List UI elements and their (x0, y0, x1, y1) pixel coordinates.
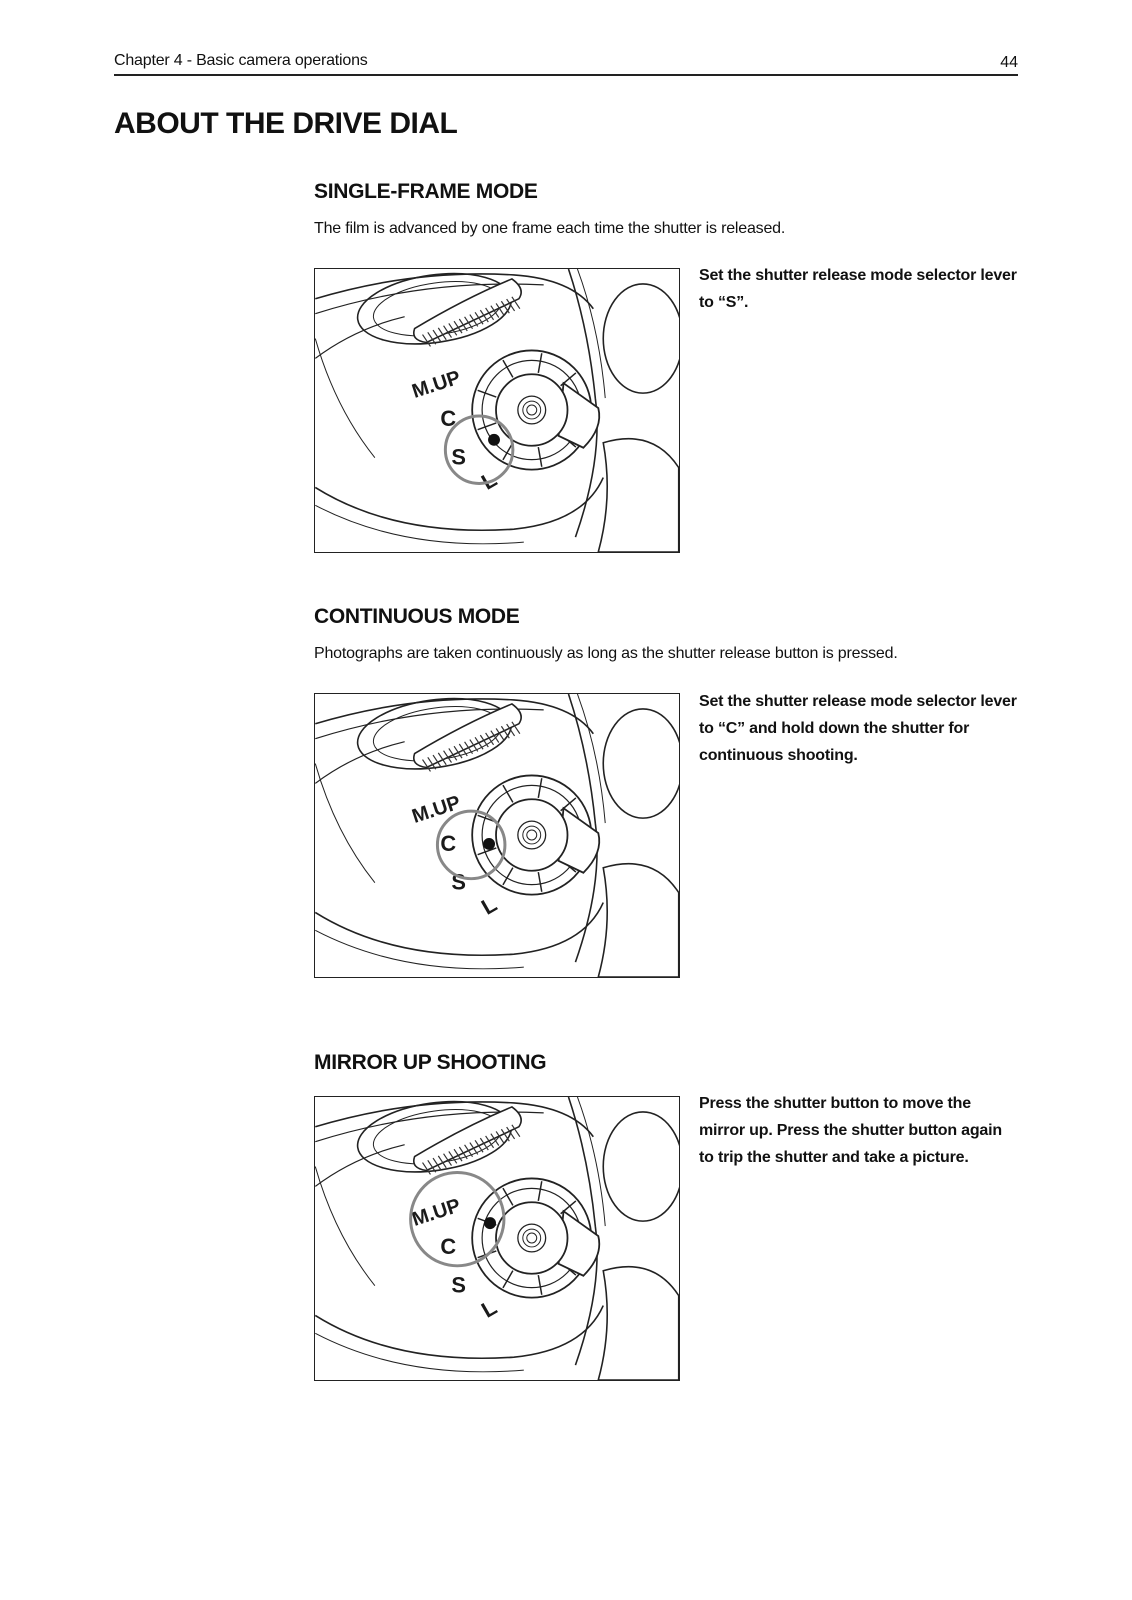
camera-top-illustration (315, 1097, 679, 1380)
figure-drive-dial-mirror-up (314, 1096, 680, 1381)
dial-label-c: C (440, 405, 457, 431)
section-title-mirror-up: MIRROR UP SHOOTING (314, 1051, 547, 1074)
instruction-mirror-up: Press the shutter button to move the mirror up. Press the shutter button again to trip the shutter and take a picture. (699, 1095, 1002, 1166)
camera-top-illustration (315, 694, 679, 977)
figure-drive-dial-single-frame (314, 268, 680, 553)
drive-dial-icon (472, 350, 599, 469)
dial-label-l: L (477, 891, 502, 920)
page-title: ABOUT THE DRIVE DIAL (114, 107, 458, 140)
camera-top-illustration (315, 269, 679, 552)
section-description-single-frame: The film is advanced by one frame each time the shutter is released. (314, 220, 786, 237)
page-number: 44 (1000, 54, 1018, 71)
dial-label-m-up: M.UP (409, 366, 464, 403)
dial-label-l: L (477, 466, 502, 495)
dial-label-l: L (477, 1294, 502, 1323)
dial-label-s: S (451, 1272, 466, 1298)
dial-label-s: S (451, 444, 466, 470)
position-indicator-dot-icon (483, 838, 495, 850)
section-description-continuous: Photographs are taken continuously as long as the shutter release button is pressed. (314, 645, 898, 662)
dial-label-s: S (451, 869, 466, 895)
dial-label-m-up: M.UP (409, 1194, 464, 1231)
position-indicator-dot-icon (488, 434, 500, 446)
instruction-continuous: Set the shutter release mode selector lever to “C” and hold down the shutter for continuous shooting. (699, 693, 1017, 764)
section-title-single-frame: SINGLE-FRAME MODE (314, 180, 538, 203)
instruction-single-frame: Set the shutter release mode selector lever to “S”. (699, 267, 1017, 311)
dial-label-c: C (440, 830, 457, 856)
drive-dial-icon (472, 775, 599, 894)
figure-drive-dial-continuous (314, 693, 680, 978)
running-header (114, 50, 1018, 76)
chapter-title: Chapter 4 - Basic camera operations (114, 52, 368, 69)
drive-dial-icon (472, 1178, 599, 1297)
dial-label-c: C (440, 1233, 457, 1259)
position-indicator-dot-icon (484, 1217, 496, 1229)
section-title-continuous: CONTINUOUS MODE (314, 605, 520, 628)
dial-label-m-up: M.UP (409, 791, 464, 828)
